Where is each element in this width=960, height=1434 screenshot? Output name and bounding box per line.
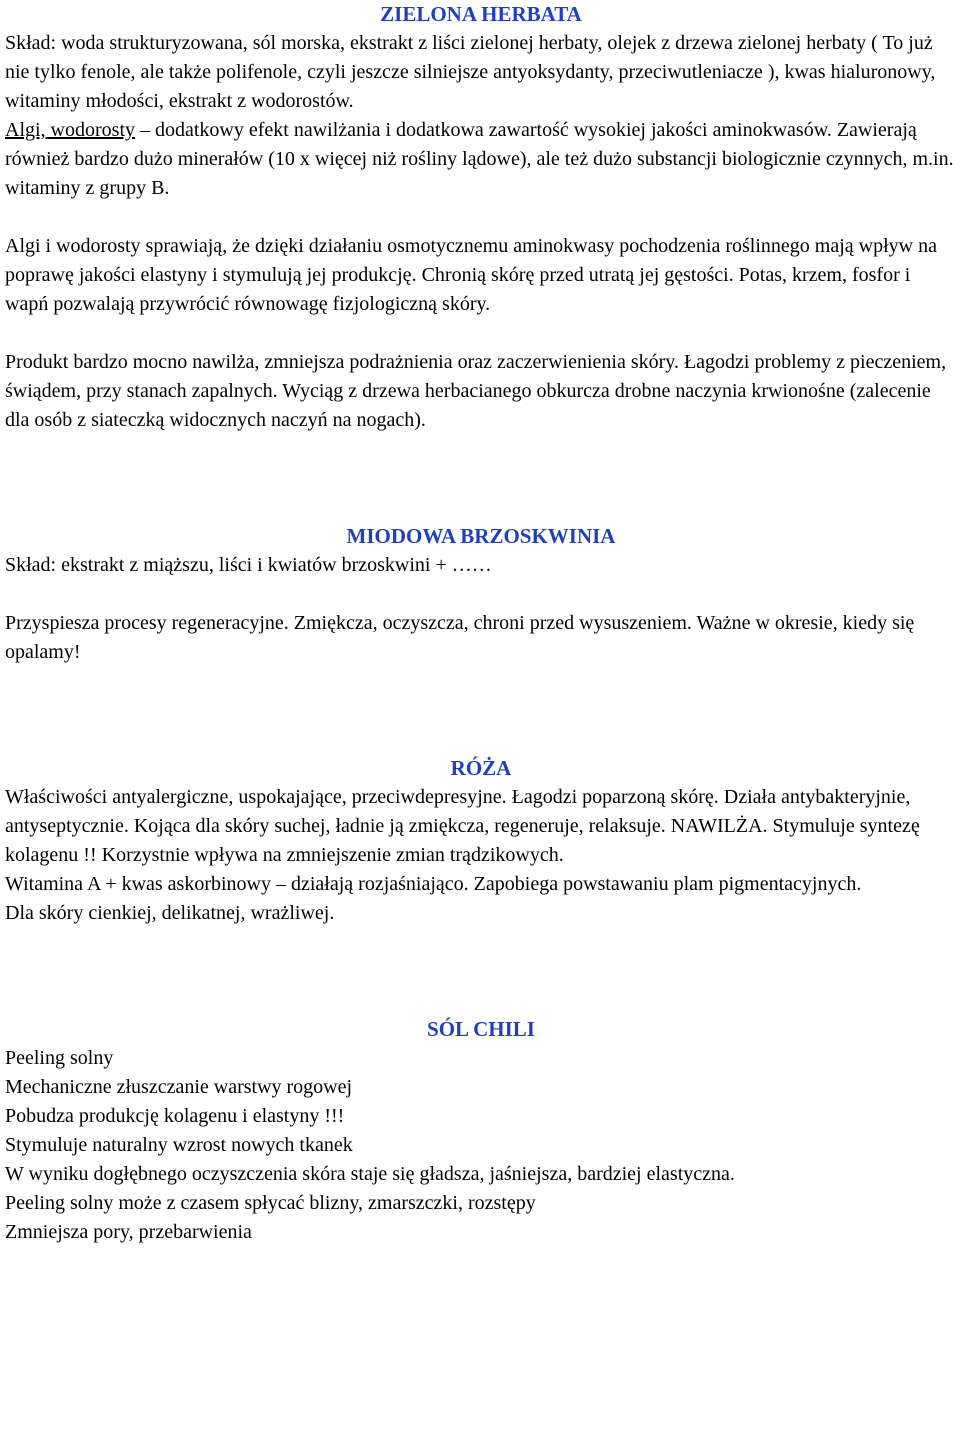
algae-link[interactable]: Algi, wodorosty (5, 119, 135, 141)
paragraph: Witamina A + kwas askorbinowy – działają rozjaśniająco. Zapobiega powstawaniu plam pigmentacyjnych. (5, 873, 862, 895)
section-roza (5, 754, 957, 928)
list-item: Peeling solny (5, 1047, 114, 1069)
section-miodowa-brzoskwinia (5, 522, 957, 667)
paragraph: Algi i wodorosty sprawiają, że dzięki działaniu osmotycznemu aminokwasy pochodzenia roślinnego mają wpływ na poprawę jakości elastyny i stymulują jej produkcję. Chronią skórę przed utratą jej gęstości. Potas, krzem, fosfor i wapń pozwalają przywrócić równowagę fizjologiczną skóry. (5, 235, 937, 315)
section-title: SÓL CHILI (427, 1017, 535, 1041)
section-sol-chili (5, 1015, 957, 1247)
list-item: Mechaniczne złuszczanie warstwy rogowej (5, 1076, 353, 1098)
section-zielona-herbata (5, 0, 957, 435)
list-item: Pobudza produkcję kolagenu i elastyny !!! (5, 1105, 345, 1127)
paragraph: Właściwości antyalergiczne, uspokajające, przeciwdepresyjne. Łagodzi poparzoną skórę. Działa antybakteryjnie, antyseptycznie. Kojąca dla skóry suchej, ładnie ją zmiękcza, regeneruje, relaksuje. NAWILŻA. Stymuluje syntezę kolagenu !! Korzystnie wpływa na zmniejszenie zmian trądzikowych. (5, 786, 920, 866)
document-page (5, 0, 957, 1247)
list-item: W wyniku dogłębnego oczyszczenia skóra staje się gładsza, jaśniejsza, bardziej elastyczna. (5, 1163, 735, 1185)
paragraph-text: Skład: woda strukturyzowana, sól morska, ekstrakt z liści zielonej herbaty, olejek z drzewa zielonej herbaty ( To już nie tylko fenole, ale także polifenole, czyli jeszcze silniejsze antyoksydanty, przeciwutleniacze ), kwas hialuronowy, witaminy młodości, ekstrakt z wodorostów. (5, 32, 936, 112)
paragraph (5, 29, 957, 203)
list-item: Stymuluje naturalny wzrost nowych tkanek (5, 1134, 353, 1156)
paragraph-text: – dodatkowy efekt nawilżania i dodatkowa zawartość wysokiej jakości aminokwasów. Zawierają również bardzo dużo minerałów (10 x więcej niż rośliny lądowe), ale też dużo substancji biologicznie czynnych, m.in. witaminy z grupy B. (5, 119, 954, 199)
section-title: MIODOWA BRZOSKWINIA (346, 524, 616, 548)
list-item: Peeling solny może z czasem spłycać blizny, zmarszczki, rozstępy (5, 1192, 536, 1214)
section-title: RÓŻA (450, 756, 512, 780)
paragraph: Produkt bardzo mocno nawilża, zmniejsza podrażnienia oraz zaczerwienienia skóry. Łagodzi problemy z pieczeniem, świądem, przy stanach zapalnych. Wyciąg z drzewa herbacianego obkurcza drobne naczynia krwionośne (zalecenie dla osób z siateczką widocznych naczyń na nogach). (5, 351, 947, 431)
list-item: Zmniejsza pory, przebarwienia (5, 1221, 252, 1243)
paragraph: Dla skóry cienkiej, delikatnej, wrażliwej. (5, 902, 335, 924)
paragraph: Skład: ekstrakt z miąższu, liści i kwiatów brzoskwini + …… (5, 554, 492, 576)
paragraph: Przyspiesza procesy regeneracyjne. Zmiękcza, oczyszcza, chroni przed wysuszeniem. Ważne w okresie, kiedy się opalamy! (5, 612, 915, 663)
section-title: ZIELONA HERBATA (380, 2, 582, 26)
